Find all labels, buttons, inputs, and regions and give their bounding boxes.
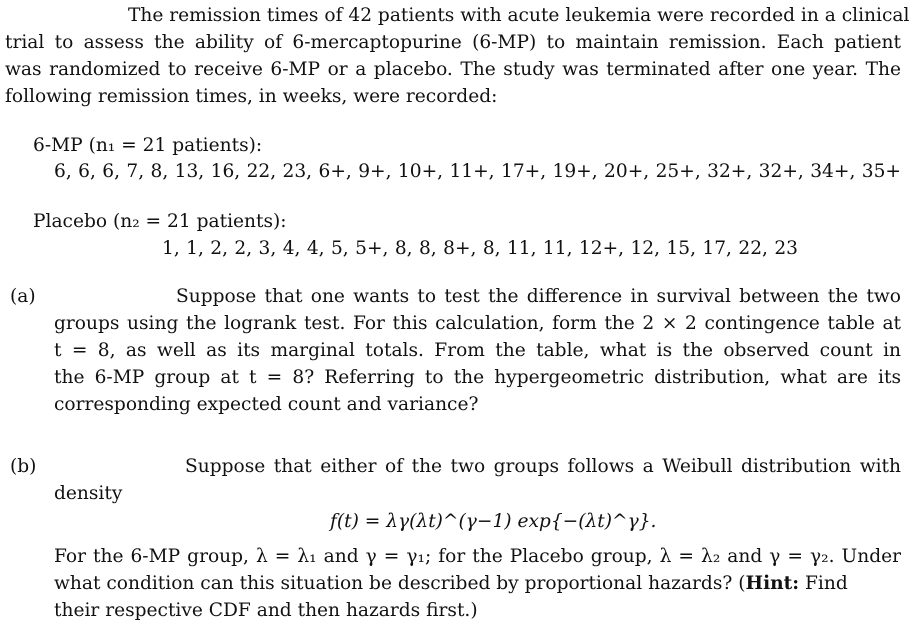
intro-line-4: following remission times, in weeks, were recorded:	[5, 86, 498, 107]
part-b-marker: (b)	[10, 456, 37, 477]
intro-line-1: The remission times of 42 patients with acute leukemia were recorded in a clinical	[128, 5, 910, 26]
part-a-marker: (a)	[10, 286, 36, 307]
part-b-line-4	[54, 572, 901, 596]
part-a-line-1: Suppose that one wants to test the difference in survival between the two	[176, 286, 901, 307]
part-b-line-5: their respective CDF and then hazards first.)	[54, 600, 478, 621]
part-a-line-4: the 6-MP group at t = 8? Referring to the hypergeometric distribution, what are its	[54, 367, 901, 388]
part-b-line-4-post: Find	[799, 573, 848, 594]
part-b-line-1: Suppose that either of the two groups follows a Weibull distribution with	[185, 456, 901, 477]
part-a-line-5: corresponding expected count and variance?	[54, 394, 479, 415]
intro-line-2: trial to assess the ability of 6-mercaptopurine (6-MP) to maintain remission. Each patient	[5, 32, 901, 53]
placebo-group-times: 1, 1, 2, 2, 3, 4, 4, 5, 5+, 8, 8, 8+, 8, 11, 11, 12+, 12, 15, 17, 22, 23	[162, 238, 798, 259]
part-a-line-2: groups using the logrank test. For this calculation, form the 2 × 2 contingence table at	[54, 313, 901, 334]
intro-line-3: was randomized to receive 6-MP or a placebo. The study was terminated after one year. The	[5, 59, 901, 80]
part-b-line-3: For the 6-MP group, λ = λ₁ and γ = γ₁; for the Placebo group, λ = λ₂ and γ = γ₂. Under	[54, 546, 901, 567]
part-b-line-4-pre: what condition can this situation be described by proportional hazards? (	[54, 573, 746, 594]
mp-group-times: 6, 6, 6, 7, 8, 13, 16, 22, 23, 6+, 9+, 10+, 11+, 17+, 19+, 20+, 25+, 32+, 32+, 34+, 35+	[54, 161, 901, 182]
part-b-line-2: density	[54, 483, 123, 504]
placebo-group-label: Placebo (n₂ = 21 patients):	[33, 211, 287, 232]
mp-group-label: 6-MP (n₁ = 21 patients):	[33, 135, 263, 156]
weibull-density-formula: f(t) = λγ(λt)^(γ−1) exp{−(λt)^γ}.	[330, 511, 657, 532]
hint-label: Hint:	[745, 573, 800, 594]
part-a-line-3: t = 8, as well as its marginal totals. From the table, what is the observed count in	[54, 340, 901, 361]
